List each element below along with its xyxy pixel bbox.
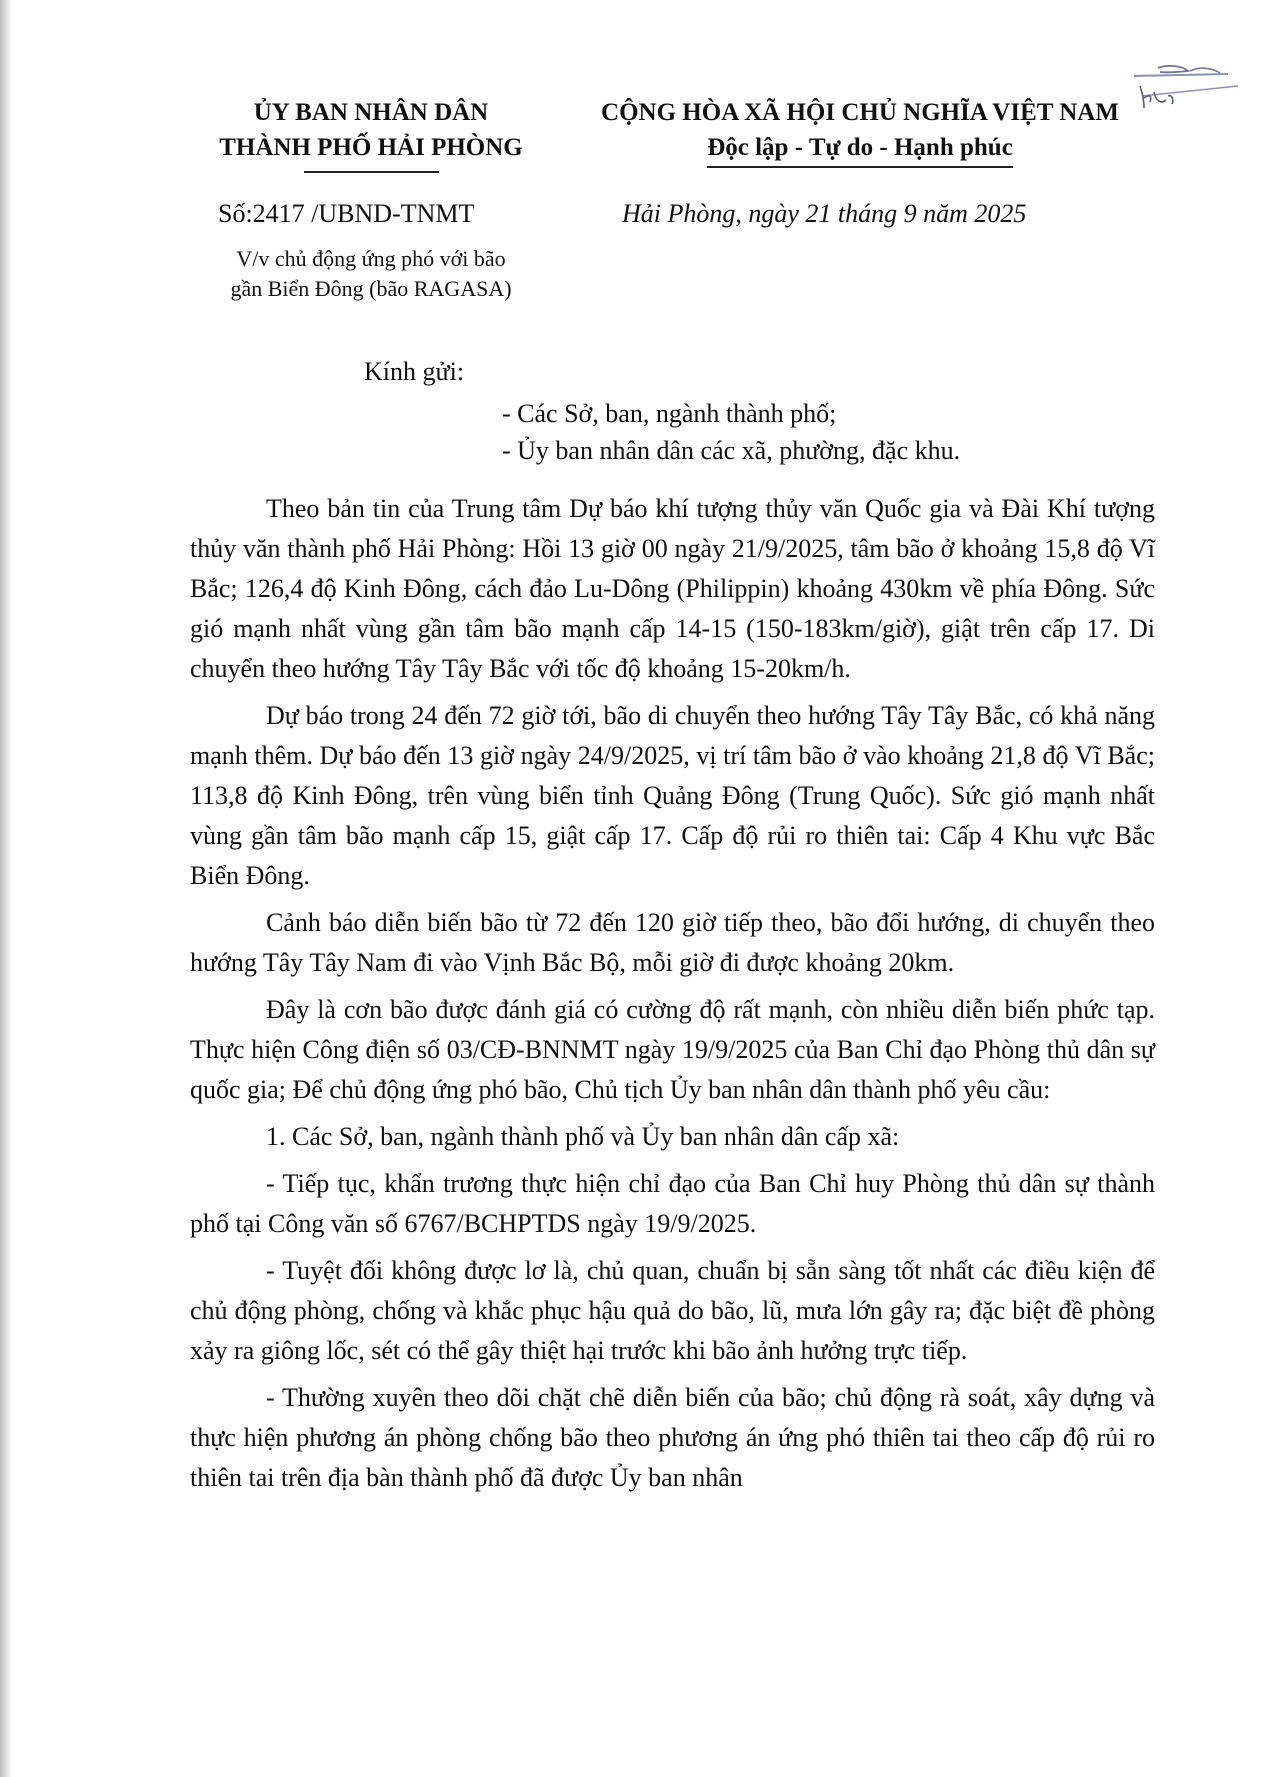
issue-date: Hải Phòng, ngày 21 tháng 9 năm 2025 xyxy=(622,199,1027,228)
document-body xyxy=(190,489,1155,1505)
recipient-item: - Các Sở, ban, ngành thành phố; xyxy=(502,399,837,428)
body-paragraph: Đây là cơn bão được đánh giá có cường độ rất mạnh, còn nhiều diễn biến phức tạp. Thực hiện Công điện số 03/CĐ-BNNMT ngày 19/9/2025 của Ban Chỉ đạo Phòng thủ dân sự quốc gia; Để chủ động ứng phó bão, Chủ tịch Ủy ban nhân dân thành phố yêu cầu: xyxy=(190,995,1155,1104)
issuer-underline xyxy=(304,171,439,173)
national-motto: Độc lập - Tự do - Hạnh phúc xyxy=(707,130,1013,168)
issuer-line-1: ỦY BAN NHÂN DÂN xyxy=(253,99,489,126)
body-paragraph: Dự báo trong 24 đến 72 giờ tới, bão di chuyển theo hướng Tây Tây Bắc, có khả năng mạnh thêm. Dự báo đến 13 giờ ngày 24/9/2025, vị trí tâm bão ở vào khoảng 21,8 độ Vĩ Bắc; 113,8 độ Kinh Đông, trên vùng biển tỉnh Quảng Đông (Trung Quốc). Sức gió mạnh nhất vùng gần tâm bão mạnh cấp 15, giật cấp 17. Cấp độ rủi ro thiên tai: Cấp 4 Khu vực Bắc Biển Đông. xyxy=(190,701,1155,890)
recipient-item: - Ủy ban nhân dân các xã, phường, đặc khu. xyxy=(502,436,961,465)
initial-signature xyxy=(1128,62,1238,122)
body-paragraph: Theo bản tin của Trung tâm Dự báo khí tượng thủy văn Quốc gia và Đài Khí tượng thủy văn thành phố Hải Phòng: Hồi 13 giờ 00 ngày 21/9/2025, tâm bão ở khoảng 15,8 độ Vĩ Bắc; 126,4 độ Kinh Đông, cách đảo Lu-Dông (Philippin) khoảng 430km về phía Đông. Sức gió mạnh nhất vùng gần tâm bão mạnh cấp 14-15 (150-183km/giờ), giật trên cấp 17. Di chuyển theo hướng Tây Tây Bắc với tốc độ khoảng 15-20km/h. xyxy=(190,494,1155,683)
body-paragraph: 1. Các Sở, ban, ngành thành phố và Ủy ban nhân dân cấp xã: xyxy=(266,1122,900,1151)
subject-line-1: V/v chủ động ứng phó với bão xyxy=(236,246,506,271)
issuer-line-2: THÀNH PHỐ HẢI PHÒNG xyxy=(219,134,523,161)
body-paragraph: Cảnh báo diễn biến bão từ 72 đến 120 giờ tiếp theo, bão đổi hướng, di chuyển theo hướng Tây Tây Nam đi vào Vịnh Bắc Bộ, mỗi giờ đi được khoảng 20km. xyxy=(190,908,1155,977)
national-title: CỘNG HÒA XÃ HỘI CHỦ NGHĨA VIỆT NAM xyxy=(601,99,1119,126)
subject-line-2: gần Biển Đông (bão RAGASA) xyxy=(230,276,512,301)
body-paragraph: - Tiếp tục, khẩn trương thực hiện chỉ đạo của Ban Chỉ huy Phòng thủ dân sự thành phố tại Công văn số 6767/BCHPTDS ngày 19/9/2025. xyxy=(190,1169,1155,1238)
document-number: Số:2417 /UBND-TNMT xyxy=(218,199,475,228)
issuer-header xyxy=(196,95,546,173)
body-paragraph: - Tuyệt đối không được lơ là, chủ quan, chuẩn bị sẵn sàng tốt nhất các điều kiện để chủ động phòng, chống và khắc phục hậu quả do bão, lũ, mưa lớn gây ra; đặc biệt đề phòng xảy ra giông lốc, sét có thể gây thiệt hại trước khi bão ảnh hưởng trực tiếp. xyxy=(190,1256,1155,1365)
national-header xyxy=(560,95,1160,168)
recipient-list xyxy=(502,395,960,469)
document-subject xyxy=(196,244,546,304)
greeting: Kính gửi: xyxy=(364,357,465,386)
body-paragraph: - Thường xuyên theo dõi chặt chẽ diễn biến của bão; chủ động rà soát, xây dựng và thực hiện phương án phòng chống bão theo phương án ứng phó thiên tai theo cấp độ rủi ro thiên tai trên địa bàn thành phố đã được Ủy ban nhân xyxy=(190,1383,1155,1492)
